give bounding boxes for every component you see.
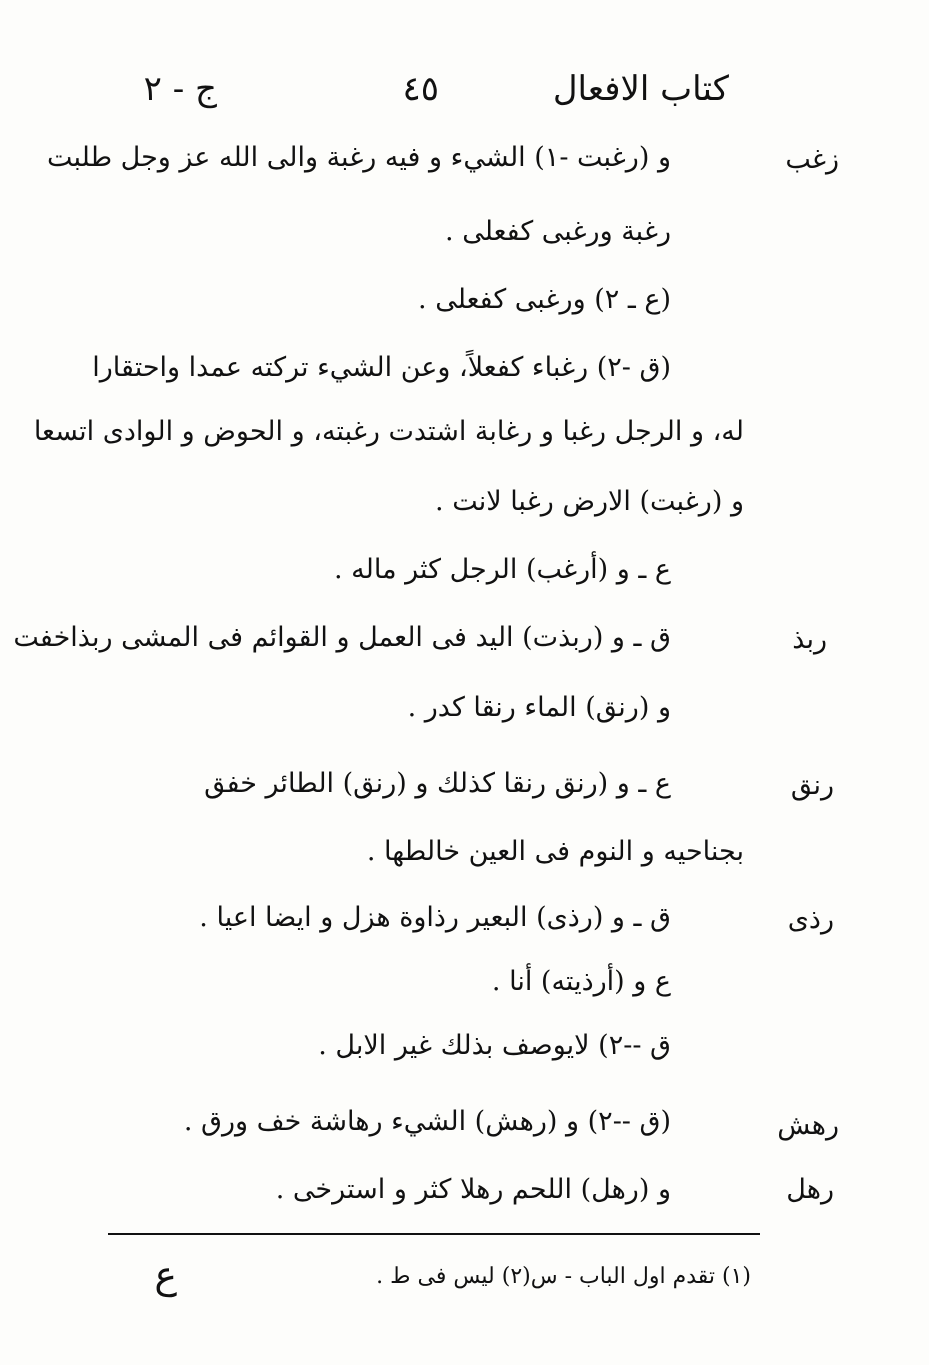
text-line: (ع ـ ٢) ورغبى كفعلى . <box>418 284 671 315</box>
text-line: ق ـ و (رذى) البعير رذاوة هزل و ايضا اعيا . <box>199 902 671 933</box>
footnote: (١) تقدم اول الباب - س(٢) ليس فى ط . <box>376 1264 751 1289</box>
text-line: بجناحيه و النوم فى العين خالطها . <box>366 836 744 867</box>
text-line: و (رهل) اللحم رهلا كثر و استرخى . <box>275 1174 671 1205</box>
signature-mark: ع <box>154 1253 177 1297</box>
text-line: ع ـ و (أرغب) الرجل كثر ماله . <box>333 554 671 585</box>
text-line: ع و (أرذيته) أنا . <box>491 966 671 997</box>
root-word: رهل <box>786 1174 834 1205</box>
page-number: ٤٥ <box>402 69 439 109</box>
text-line: له، و الرجل رغبا و رغابة اشتدت رغبته، و الحوض و الوادى اتسعا <box>33 416 744 447</box>
text-line: و (رغبت -١) الشيء و فيه رغبة والى الله عز وجل طلبت <box>46 142 671 173</box>
text-line: رغبة ورغبى كفعلى . <box>445 216 671 247</box>
text-line: ع ـ و (رنق رنقا كذلك و (رنق) الطائر خفق <box>204 768 671 799</box>
text-line: و (رنق) الماء رنقا كدر . <box>407 692 671 723</box>
text-line: ق ـ و (ربذت) اليد فى العمل و القوائم فى المشى ربذاخفت <box>13 622 671 653</box>
volume-label: ج - ٢ <box>143 69 217 109</box>
root-word: رنق <box>790 770 834 801</box>
book-title: كتاب الافعال <box>552 69 729 109</box>
text-line: و (رغبت) الارض رغبا لانت . <box>435 486 744 517</box>
root-word: ربذ <box>792 624 827 655</box>
text-line: (ق -٢) رغباء كفعلاً، وعن الشيء تركته عمدا واحتقارا <box>92 352 671 383</box>
text-line: (ق --٢) و (رهش) الشيء رهاشة خف ورق . <box>183 1106 671 1137</box>
root-word: رذى <box>787 904 834 935</box>
footnote-divider <box>108 1233 760 1235</box>
text-line: ق --٢) لايوصف بذلك غير الابل . <box>318 1030 671 1061</box>
root-word: رهش <box>777 1110 839 1141</box>
root-word: زغب <box>785 144 839 175</box>
